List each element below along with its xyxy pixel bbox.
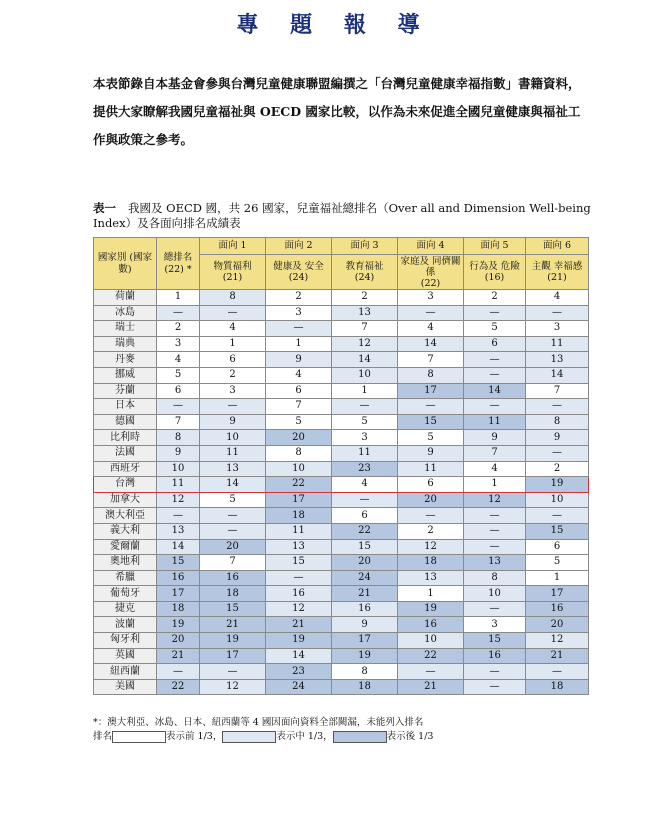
dimension-rank-cell: 17 — [332, 633, 398, 649]
dimension-rank-cell: — — [200, 664, 266, 680]
dimension-rank-cell: 9 — [266, 352, 332, 368]
country-cell: 希臘 — [94, 570, 157, 586]
dimension-rank-cell: 4 — [398, 321, 464, 337]
header-dim-name: 行為及 危險 (16) — [464, 255, 526, 290]
dimension-rank-cell: 8 — [398, 367, 464, 383]
table-row — [94, 461, 589, 477]
dimension-rank-cell: 6 — [464, 336, 526, 352]
dimension-rank-cell: 18 — [398, 555, 464, 571]
table-body — [94, 290, 589, 695]
dimension-rank-cell: — — [464, 352, 526, 368]
dimension-rank-cell: — — [464, 305, 526, 321]
dimension-rank-cell: 13 — [526, 352, 589, 368]
dimension-rank-cell: 3 — [526, 321, 589, 337]
country-cell: 美國 — [94, 679, 157, 695]
table-caption-label: 表一 — [93, 201, 116, 215]
dimension-rank-cell: — — [464, 664, 526, 680]
dimension-rank-cell: — — [200, 305, 266, 321]
dimension-rank-cell: — — [464, 508, 526, 524]
dimension-rank-cell: 8 — [464, 570, 526, 586]
overall-rank-cell: 14 — [157, 539, 200, 555]
table-row — [94, 445, 589, 461]
dimension-rank-cell: 14 — [200, 477, 266, 493]
dimension-rank-cell: 22 — [266, 477, 332, 493]
dimension-rank-cell: 7 — [200, 555, 266, 571]
dimension-rank-cell: 3 — [398, 290, 464, 306]
dimension-rank-cell: 19 — [266, 633, 332, 649]
dimension-rank-cell: 5 — [526, 555, 589, 571]
dimension-rank-cell: 7 — [266, 399, 332, 415]
dimension-rank-cell: 11 — [526, 336, 589, 352]
overall-rank-cell: 4 — [157, 352, 200, 368]
dimension-rank-cell: 5 — [266, 414, 332, 430]
country-cell: 波蘭 — [94, 617, 157, 633]
dimension-rank-cell: — — [332, 492, 398, 508]
table-row — [94, 477, 589, 493]
dimension-rank-cell: 8 — [332, 664, 398, 680]
dimension-rank-cell: 6 — [200, 352, 266, 368]
dimension-rank-cell: 20 — [398, 492, 464, 508]
dimension-rank-cell: 2 — [398, 523, 464, 539]
table-row — [94, 367, 589, 383]
dimension-rank-cell: 15 — [266, 555, 332, 571]
header-dim: 面向 6 — [526, 238, 589, 255]
header-dim: 面向 4 — [398, 238, 464, 255]
dimension-rank-cell: 15 — [464, 633, 526, 649]
table-row — [94, 617, 589, 633]
dimension-rank-cell: 24 — [266, 679, 332, 695]
dimension-rank-cell: — — [398, 399, 464, 415]
dimension-rank-cell: 19 — [332, 648, 398, 664]
dimension-rank-cell: 6 — [526, 539, 589, 555]
country-cell: 西班牙 — [94, 461, 157, 477]
legend-swatch-mid — [222, 731, 276, 743]
dimension-rank-cell: 16 — [266, 586, 332, 602]
dimension-rank-cell: 23 — [266, 664, 332, 680]
table-row — [94, 586, 589, 602]
overall-rank-cell: 6 — [157, 383, 200, 399]
intro-paragraph: 本表節錄自本基金會參與台灣兒童健康聯盟編撰之「台灣兒童健康幸福指數」書籍資料，提供大家瞭解我國兒童福祉與 OECD 國家比較，以作為未來促進全國兒童健康與福祉工作與政策之參考。 — [93, 76, 581, 147]
header-dim-name: 主觀 幸福感 (21) — [526, 255, 589, 290]
overall-rank-cell: 16 — [157, 570, 200, 586]
dimension-rank-cell: 20 — [332, 555, 398, 571]
dimension-rank-cell: 7 — [526, 383, 589, 399]
dimension-rank-cell: — — [526, 445, 589, 461]
dimension-rank-cell: — — [464, 523, 526, 539]
dimension-rank-cell: 4 — [200, 321, 266, 337]
table-row — [94, 430, 589, 446]
dimension-rank-cell: 17 — [200, 648, 266, 664]
overall-rank-cell: 2 — [157, 321, 200, 337]
table-row — [94, 414, 589, 430]
dimension-rank-cell: 7 — [332, 321, 398, 337]
dimension-rank-cell: 19 — [398, 601, 464, 617]
dimension-rank-cell: — — [266, 321, 332, 337]
dimension-rank-cell: 19 — [526, 477, 589, 493]
dimension-rank-cell: 17 — [398, 383, 464, 399]
table-row — [94, 508, 589, 524]
legend-swatch-bot — [333, 731, 387, 743]
dimension-rank-cell: 12 — [526, 633, 589, 649]
dimension-rank-cell: 1 — [200, 336, 266, 352]
dimension-rank-cell: — — [398, 305, 464, 321]
dimension-rank-cell: 4 — [464, 461, 526, 477]
overall-rank-cell: 8 — [157, 430, 200, 446]
dimension-rank-cell: 2 — [266, 290, 332, 306]
country-cell: 義大利 — [94, 523, 157, 539]
dimension-rank-cell: 16 — [526, 601, 589, 617]
dimension-rank-cell: 13 — [332, 305, 398, 321]
dimension-rank-cell: 7 — [398, 352, 464, 368]
dimension-rank-cell: 2 — [526, 461, 589, 477]
dimension-rank-cell: 18 — [266, 508, 332, 524]
dimension-rank-cell: 10 — [464, 586, 526, 602]
dimension-rank-cell: 22 — [332, 523, 398, 539]
overall-rank-cell: 15 — [157, 555, 200, 571]
header-dim: 面向 5 — [464, 238, 526, 255]
dimension-rank-cell: 1 — [266, 336, 332, 352]
country-cell: 日本 — [94, 399, 157, 415]
country-cell: 德國 — [94, 414, 157, 430]
dimension-rank-cell: 12 — [398, 539, 464, 555]
dimension-rank-cell: 22 — [398, 648, 464, 664]
overall-rank-cell: — — [157, 305, 200, 321]
overall-rank-cell: 21 — [157, 648, 200, 664]
header-dim: 面向 1 — [200, 238, 266, 255]
table-row — [94, 321, 589, 337]
table-row — [94, 648, 589, 664]
dimension-rank-cell: 1 — [332, 383, 398, 399]
dimension-rank-cell: 20 — [526, 617, 589, 633]
overall-rank-cell: 5 — [157, 367, 200, 383]
overall-rank-cell: 13 — [157, 523, 200, 539]
dimension-rank-cell: 4 — [332, 477, 398, 493]
table-row — [94, 555, 589, 571]
dimension-rank-cell: — — [464, 679, 526, 695]
footnote: *：澳大利亞、冰島、日本、紐西蘭等 4 國因面向資料全部闕漏，未能列入排名 — [93, 717, 424, 728]
header-country: 國家別 (國家數) — [94, 238, 157, 290]
dimension-rank-cell: 20 — [266, 430, 332, 446]
country-cell: 捷克 — [94, 601, 157, 617]
dimension-rank-cell: 15 — [200, 601, 266, 617]
header-dim-name: 教育福祉 (24) — [332, 255, 398, 290]
header-dim: 面向 3 — [332, 238, 398, 255]
dimension-rank-cell: 9 — [398, 445, 464, 461]
dimension-rank-cell: 5 — [200, 492, 266, 508]
dimension-rank-cell: — — [200, 508, 266, 524]
header-overall: 總排名 (22) * — [157, 238, 200, 290]
dimension-rank-cell: 16 — [200, 570, 266, 586]
country-cell: 冰島 — [94, 305, 157, 321]
dimension-rank-cell: 13 — [200, 461, 266, 477]
country-cell: 葡萄牙 — [94, 586, 157, 602]
overall-rank-cell: 19 — [157, 617, 200, 633]
dimension-rank-cell: 10 — [398, 633, 464, 649]
dimension-rank-cell: 10 — [332, 367, 398, 383]
dimension-rank-cell: 15 — [526, 523, 589, 539]
country-cell: 愛爾蘭 — [94, 539, 157, 555]
dimension-rank-cell: 6 — [332, 508, 398, 524]
table-row — [94, 679, 589, 695]
dimension-rank-cell: 21 — [526, 648, 589, 664]
country-cell: 瑞士 — [94, 321, 157, 337]
country-cell: 英國 — [94, 648, 157, 664]
overall-rank-cell: 10 — [157, 461, 200, 477]
dimension-rank-cell: 18 — [200, 586, 266, 602]
table-row — [94, 352, 589, 368]
dimension-rank-cell: — — [526, 399, 589, 415]
dimension-rank-cell: 11 — [398, 461, 464, 477]
dimension-rank-cell: — — [398, 664, 464, 680]
dimension-rank-cell: 17 — [266, 492, 332, 508]
country-cell: 丹麥 — [94, 352, 157, 368]
dimension-rank-cell: 3 — [200, 383, 266, 399]
legend-top-label: 表示前 1/3， — [166, 731, 223, 742]
overall-rank-cell: — — [157, 399, 200, 415]
table-row — [94, 633, 589, 649]
table-row — [94, 523, 589, 539]
country-cell: 法國 — [94, 445, 157, 461]
header-dim-name: 物質福利 (21) — [200, 255, 266, 290]
country-cell: 瑞典 — [94, 336, 157, 352]
table-row — [94, 601, 589, 617]
dimension-rank-cell: 14 — [398, 336, 464, 352]
dimension-rank-cell: 14 — [332, 352, 398, 368]
dimension-rank-cell: 4 — [526, 290, 589, 306]
dimension-rank-cell: 16 — [332, 601, 398, 617]
dimension-rank-cell: 1 — [526, 570, 589, 586]
dimension-rank-cell: 9 — [332, 617, 398, 633]
overall-rank-cell: — — [157, 664, 200, 680]
dimension-rank-cell: 12 — [266, 601, 332, 617]
dimension-rank-cell: — — [526, 508, 589, 524]
table-row — [94, 383, 589, 399]
dimension-rank-cell: 23 — [332, 461, 398, 477]
dimension-rank-cell: 13 — [398, 570, 464, 586]
overall-rank-cell: 3 — [157, 336, 200, 352]
dimension-rank-cell: 21 — [332, 586, 398, 602]
dimension-rank-cell: 16 — [398, 617, 464, 633]
dimension-rank-cell: — — [464, 601, 526, 617]
dimension-rank-cell: 20 — [200, 539, 266, 555]
dimension-rank-cell: 15 — [332, 539, 398, 555]
dimension-rank-cell: 15 — [398, 414, 464, 430]
table-row — [94, 336, 589, 352]
dimension-rank-cell: 11 — [200, 445, 266, 461]
page-title: 專 題 報 導 — [236, 12, 432, 38]
overall-rank-cell: 1 — [157, 290, 200, 306]
dimension-rank-cell: — — [266, 570, 332, 586]
dimension-rank-cell: 18 — [526, 679, 589, 695]
dimension-rank-cell: — — [526, 664, 589, 680]
dimension-rank-cell: 1 — [464, 477, 526, 493]
dimension-rank-cell: 13 — [266, 539, 332, 555]
dimension-rank-cell: 8 — [200, 290, 266, 306]
overall-rank-cell: 12 — [157, 492, 200, 508]
country-cell: 匈牙利 — [94, 633, 157, 649]
dimension-rank-cell: 6 — [266, 383, 332, 399]
table-row — [94, 570, 589, 586]
country-cell: 芬蘭 — [94, 383, 157, 399]
overall-rank-cell: 20 — [157, 633, 200, 649]
dimension-rank-cell: 2 — [332, 290, 398, 306]
header-dim: 面向 2 — [266, 238, 332, 255]
legend-swatch-top — [112, 731, 166, 743]
dimension-rank-cell: 14 — [464, 383, 526, 399]
country-cell: 奧地利 — [94, 555, 157, 571]
dimension-rank-cell: — — [398, 508, 464, 524]
legend — [93, 730, 433, 743]
dimension-rank-cell: 10 — [200, 430, 266, 446]
dimension-rank-cell: 6 — [398, 477, 464, 493]
dimension-rank-cell: 5 — [464, 321, 526, 337]
country-cell: 荷蘭 — [94, 290, 157, 306]
dimension-rank-cell: 14 — [526, 367, 589, 383]
dimension-rank-cell: 4 — [266, 367, 332, 383]
table-row — [94, 399, 589, 415]
country-cell: 比利時 — [94, 430, 157, 446]
legend-bot-label: 表示後 1/3 — [386, 731, 434, 742]
dimension-rank-cell: 11 — [266, 523, 332, 539]
table-caption-text: 我國及 OECD 國，共 26 國家，兒童福祉總排名（Over all and Dimension Well-being Index）及各面向排名成績表 — [93, 201, 591, 230]
dimension-rank-cell: 21 — [398, 679, 464, 695]
dimension-rank-cell: — — [526, 305, 589, 321]
dimension-rank-cell: 9 — [526, 430, 589, 446]
overall-rank-cell: 11 — [157, 477, 200, 493]
dimension-rank-cell: 11 — [464, 414, 526, 430]
dimension-rank-cell: — — [332, 399, 398, 415]
country-cell: 澳大利亞 — [94, 508, 157, 524]
table-row — [94, 664, 589, 680]
dimension-rank-cell: 17 — [526, 586, 589, 602]
ranking-table — [93, 237, 589, 695]
dimension-rank-cell: 16 — [464, 648, 526, 664]
dimension-rank-cell: 3 — [266, 305, 332, 321]
dimension-rank-cell: 10 — [526, 492, 589, 508]
dimension-rank-cell: — — [464, 399, 526, 415]
dimension-rank-cell: 21 — [266, 617, 332, 633]
table-caption — [93, 201, 591, 231]
legend-mid-label: 表示中 1/3， — [276, 731, 333, 742]
table-row — [94, 492, 589, 508]
table-row — [94, 305, 589, 321]
dimension-rank-cell: 2 — [200, 367, 266, 383]
dimension-rank-cell: 5 — [398, 430, 464, 446]
dimension-rank-cell: 3 — [332, 430, 398, 446]
dimension-rank-cell: — — [464, 367, 526, 383]
dimension-rank-cell: 1 — [398, 586, 464, 602]
country-cell: 台灣 — [94, 477, 157, 493]
dimension-rank-cell: — — [200, 523, 266, 539]
overall-rank-cell: 17 — [157, 586, 200, 602]
dimension-rank-cell: 11 — [332, 445, 398, 461]
dimension-rank-cell: 12 — [332, 336, 398, 352]
dimension-rank-cell: 7 — [464, 445, 526, 461]
dimension-rank-cell: 18 — [332, 679, 398, 695]
dimension-rank-cell: 21 — [200, 617, 266, 633]
dimension-rank-cell: 12 — [464, 492, 526, 508]
dimension-rank-cell: 3 — [464, 617, 526, 633]
dimension-rank-cell: 13 — [464, 555, 526, 571]
country-cell: 紐西蘭 — [94, 664, 157, 680]
overall-rank-cell: 22 — [157, 679, 200, 695]
dimension-rank-cell: — — [464, 539, 526, 555]
overall-rank-cell: 7 — [157, 414, 200, 430]
dimension-rank-cell: 8 — [526, 414, 589, 430]
dimension-rank-cell: 24 — [332, 570, 398, 586]
dimension-rank-cell: 14 — [266, 648, 332, 664]
legend-prefix: 排名 — [93, 731, 113, 742]
table-row — [94, 539, 589, 555]
overall-rank-cell: — — [157, 508, 200, 524]
dimension-rank-cell: 9 — [200, 414, 266, 430]
dimension-rank-cell: 9 — [464, 430, 526, 446]
dimension-rank-cell: 2 — [464, 290, 526, 306]
header-dim-name: 家庭及 同儕關係 (22) — [398, 255, 464, 290]
header-dim-name: 健康及 安全 (24) — [266, 255, 332, 290]
country-cell: 加拿大 — [94, 492, 157, 508]
dimension-rank-cell: 10 — [266, 461, 332, 477]
overall-rank-cell: 9 — [157, 445, 200, 461]
dimension-rank-cell: 8 — [266, 445, 332, 461]
dimension-rank-cell: 5 — [332, 414, 398, 430]
overall-rank-cell: 18 — [157, 601, 200, 617]
dimension-rank-cell: 12 — [200, 679, 266, 695]
country-cell: 挪威 — [94, 367, 157, 383]
dimension-rank-cell: 19 — [200, 633, 266, 649]
table-row — [94, 290, 589, 306]
dimension-rank-cell: — — [200, 399, 266, 415]
